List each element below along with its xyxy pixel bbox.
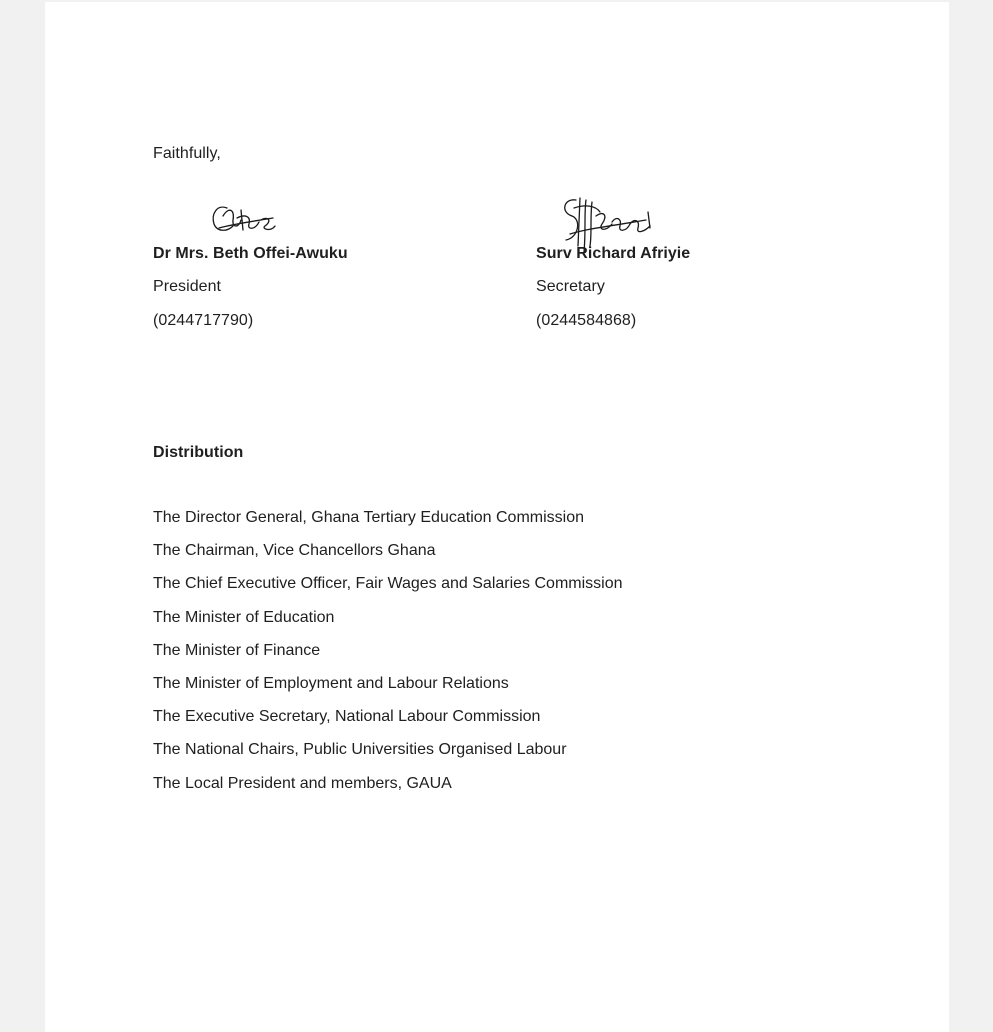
president-name: Dr Mrs. Beth Offei-Awuku	[153, 245, 348, 262]
distribution-item: The Minister of Education	[153, 608, 335, 626]
secretary-title: Secretary	[536, 278, 605, 295]
secretary-phone: (0244584868)	[536, 312, 637, 329]
document-page	[45, 2, 949, 1032]
closing-text: Faithfully,	[153, 145, 221, 162]
president-signature-image	[205, 198, 285, 240]
distribution-item: The Local President and members, GAUA	[153, 774, 452, 792]
distribution-item: The Director General, Ghana Tertiary Education Commission	[153, 509, 584, 526]
distribution-list	[153, 508, 623, 807]
president-title: President	[153, 278, 222, 295]
distribution-item: The Minister of Finance	[153, 641, 321, 659]
distribution-item: The National Chairs, Public Universities Organised Labour	[153, 741, 567, 759]
distribution-item: The Chief Executive Officer, Fair Wages and Salaries Commission	[153, 575, 623, 593]
president-phone: (0244717790)	[153, 312, 254, 329]
distribution-item: The Minister of Employment and Labour Relations	[153, 674, 509, 692]
distribution-item: The Executive Secretary, National Labour Commission	[153, 708, 541, 726]
distribution-item: The Chairman, Vice Chancellors Ghana	[153, 542, 436, 560]
secretary-name: Surv Richard Afriyie	[536, 245, 691, 262]
distribution-heading: Distribution	[153, 444, 244, 461]
